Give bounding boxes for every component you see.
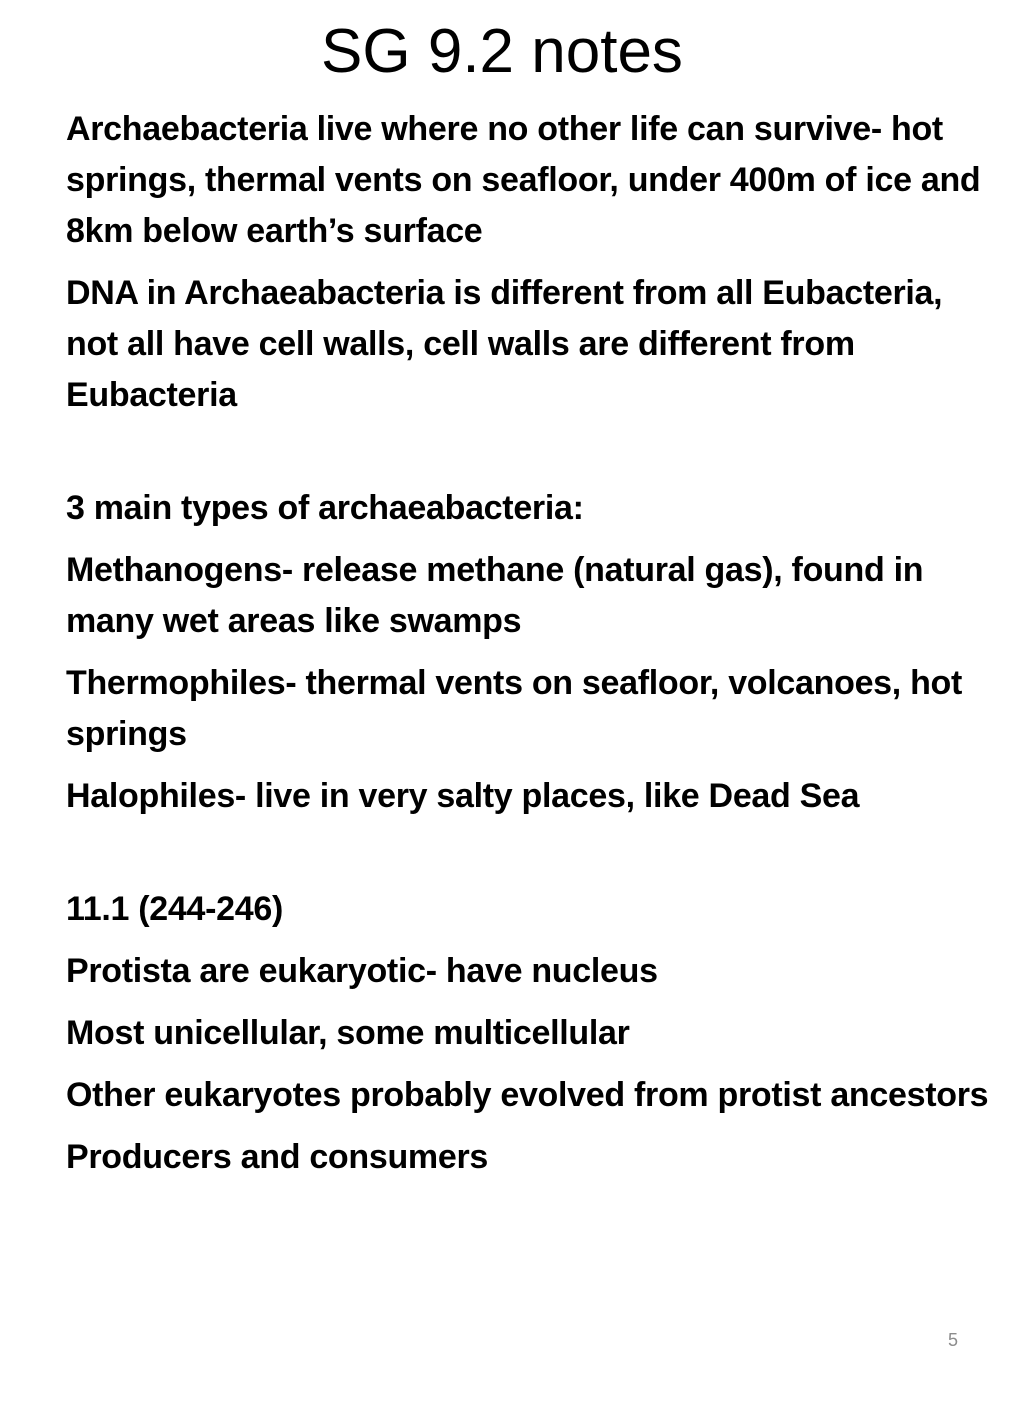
paragraph-halophiles: Halophiles- live in very salty places, like Dead Sea xyxy=(66,777,860,815)
paragraph-methanogens: Methanogens- release methane (natural gas), found in many wet areas like swamps xyxy=(66,551,924,640)
paragraph-archaebacteria-dna: DNA in Archaeabacteria is different from all Eubacteria, not all have cell walls, cell walls are different from Eubacteria xyxy=(66,274,943,414)
slide-title: SG 9.2 notes xyxy=(321,17,683,86)
spacer xyxy=(66,432,996,483)
spacer xyxy=(66,833,996,884)
paragraph-evolution: Other eukaryotes probably evolved from protist ancestors xyxy=(66,1076,989,1114)
paragraph-thermophiles: Thermophiles- thermal vents on seafloor, volcanoes, hot springs xyxy=(66,664,963,753)
paragraph-section-reference: 11.1 (244-246) xyxy=(66,890,283,928)
paragraph-protista-eukaryotic: Protista are eukaryotic- have nucleus xyxy=(66,952,658,990)
slide-body xyxy=(66,104,996,1194)
paragraph-producers-consumers: Producers and consumers xyxy=(66,1138,489,1176)
slide-number: 5 xyxy=(947,1330,958,1350)
paragraph-archaebacteria-habitat: Archaebacteria live where no other life can survive- hot springs, thermal vents on seafloor, under 400m of ice and 8km below earth’s surface xyxy=(66,110,981,250)
paragraph-types-heading: 3 main types of archaeabacteria: xyxy=(66,489,584,527)
paragraph-cellularity: Most unicellular, some multicellular xyxy=(66,1014,630,1052)
